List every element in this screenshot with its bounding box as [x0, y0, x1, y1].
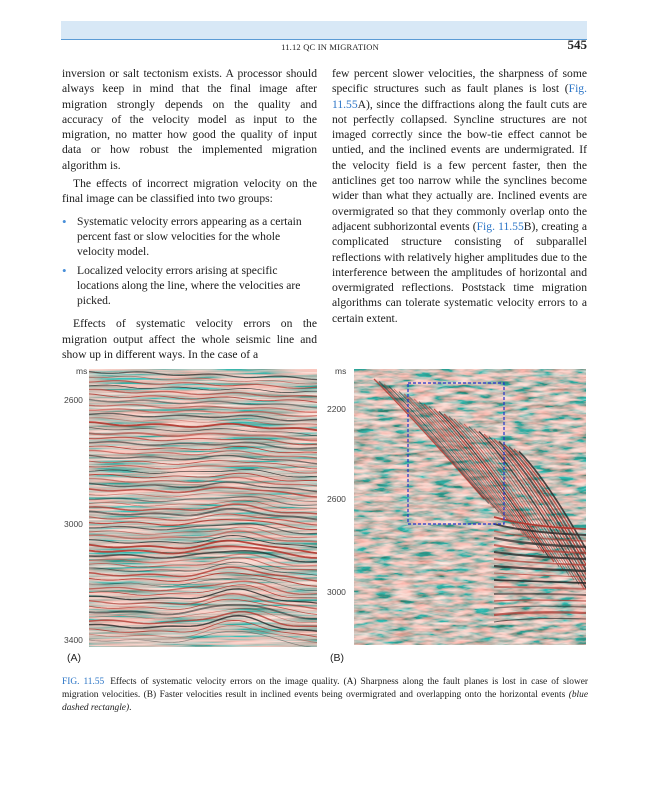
- paragraph: Effects of systematic velocity errors on the migration output affect the whole seismic line and show up in different ways. In the case of a: [62, 317, 317, 362]
- list-item: [62, 263, 317, 309]
- paragraph-text: B), creating a complicated structure consisting of subparallel reflections with relatively higher amplitudes due to the interference between the amplitudes of horizontal and overmigrated reflections. Poststack time migration algorithms can tolerate systematic velocity errors to a certain extent.: [332, 219, 587, 325]
- caption-end: .: [129, 703, 132, 713]
- list-item-text: Systematic velocity errors appearing as a certain percent fast or slow velocities for the whole velocity model.: [77, 214, 302, 259]
- left-column: [62, 66, 317, 362]
- axis-tick: 2600: [327, 494, 346, 504]
- figure-caption: [62, 676, 588, 715]
- header-rule: [61, 39, 587, 40]
- axis-unit: ms: [76, 366, 88, 376]
- paragraph-text: A), since the diffractions along the fault cuts are not perfectly collapsed. Syncline structures are not imaged correctly since the bow-tie effect cannot be untied, and the inclined events are undermigrated. If the velocity field is a few percent faster, then the anticlines get too narrow while the synclines become wider than what they actually are. Inclined events are overmigrated so that they commonly overlap onto the adjacent subhorizontal events (: [332, 97, 587, 233]
- axis-tick: 2600: [64, 395, 83, 405]
- axis-tick: 2200: [327, 404, 346, 414]
- panel-label-a: (A): [67, 652, 81, 664]
- caption-text: Effects of systematic velocity errors on the image quality. (A) Sharpness along the fault planes is lost in case of slower migration velocities. (B) Faster velocities result in inclined events being overmigrated and overlapping onto the horizontal events: [62, 677, 588, 700]
- list-item: [62, 214, 317, 260]
- figure-number: FIG. 11.55: [62, 677, 105, 687]
- bullet-list: [62, 214, 317, 309]
- figure-link[interactable]: Fig. 11.55: [332, 82, 587, 111]
- panel-label-b: (B): [330, 652, 344, 664]
- figure-link[interactable]: Fig. 11.55: [476, 219, 524, 233]
- paragraph: inversion or salt tectonism exists. A processor should always keep in mind that the final image after migration strongly depends on the quality and accuracy of the velocity model as input to the migration, no matter how good the quality of input data or how robust the implemented migration algorithm is.: [62, 67, 317, 172]
- bullet-icon: •: [62, 213, 67, 229]
- caption-emphasis: (blue dashed rectangle): [62, 690, 588, 713]
- bullet-icon: •: [62, 262, 67, 278]
- axis-unit: ms: [335, 366, 347, 376]
- running-head: 11.12 QC IN MIGRATION: [281, 42, 379, 52]
- figure-panel-b: [325, 364, 589, 670]
- axis-tick: 3000: [327, 587, 346, 597]
- list-item-text: Localized velocity errors arising at specific locations along the line, where the velocities are picked.: [77, 263, 301, 308]
- figure-panel-a: [62, 364, 322, 670]
- paragraph-text: few percent slower velocities, the sharpness of some specific structures such as fault planes is lost (: [332, 67, 587, 96]
- axis-tick: 3400: [64, 635, 83, 645]
- seismic-image-b: [354, 369, 586, 645]
- paragraph: The effects of incorrect migration velocity on the final image can be classified into two groups:: [62, 177, 317, 206]
- paragraph: [332, 66, 587, 326]
- header-band: [61, 21, 587, 39]
- axis-tick: 3000: [64, 519, 83, 529]
- seismic-image-a: [89, 369, 317, 647]
- right-column: [332, 66, 587, 326]
- page-number: 545: [567, 37, 587, 52]
